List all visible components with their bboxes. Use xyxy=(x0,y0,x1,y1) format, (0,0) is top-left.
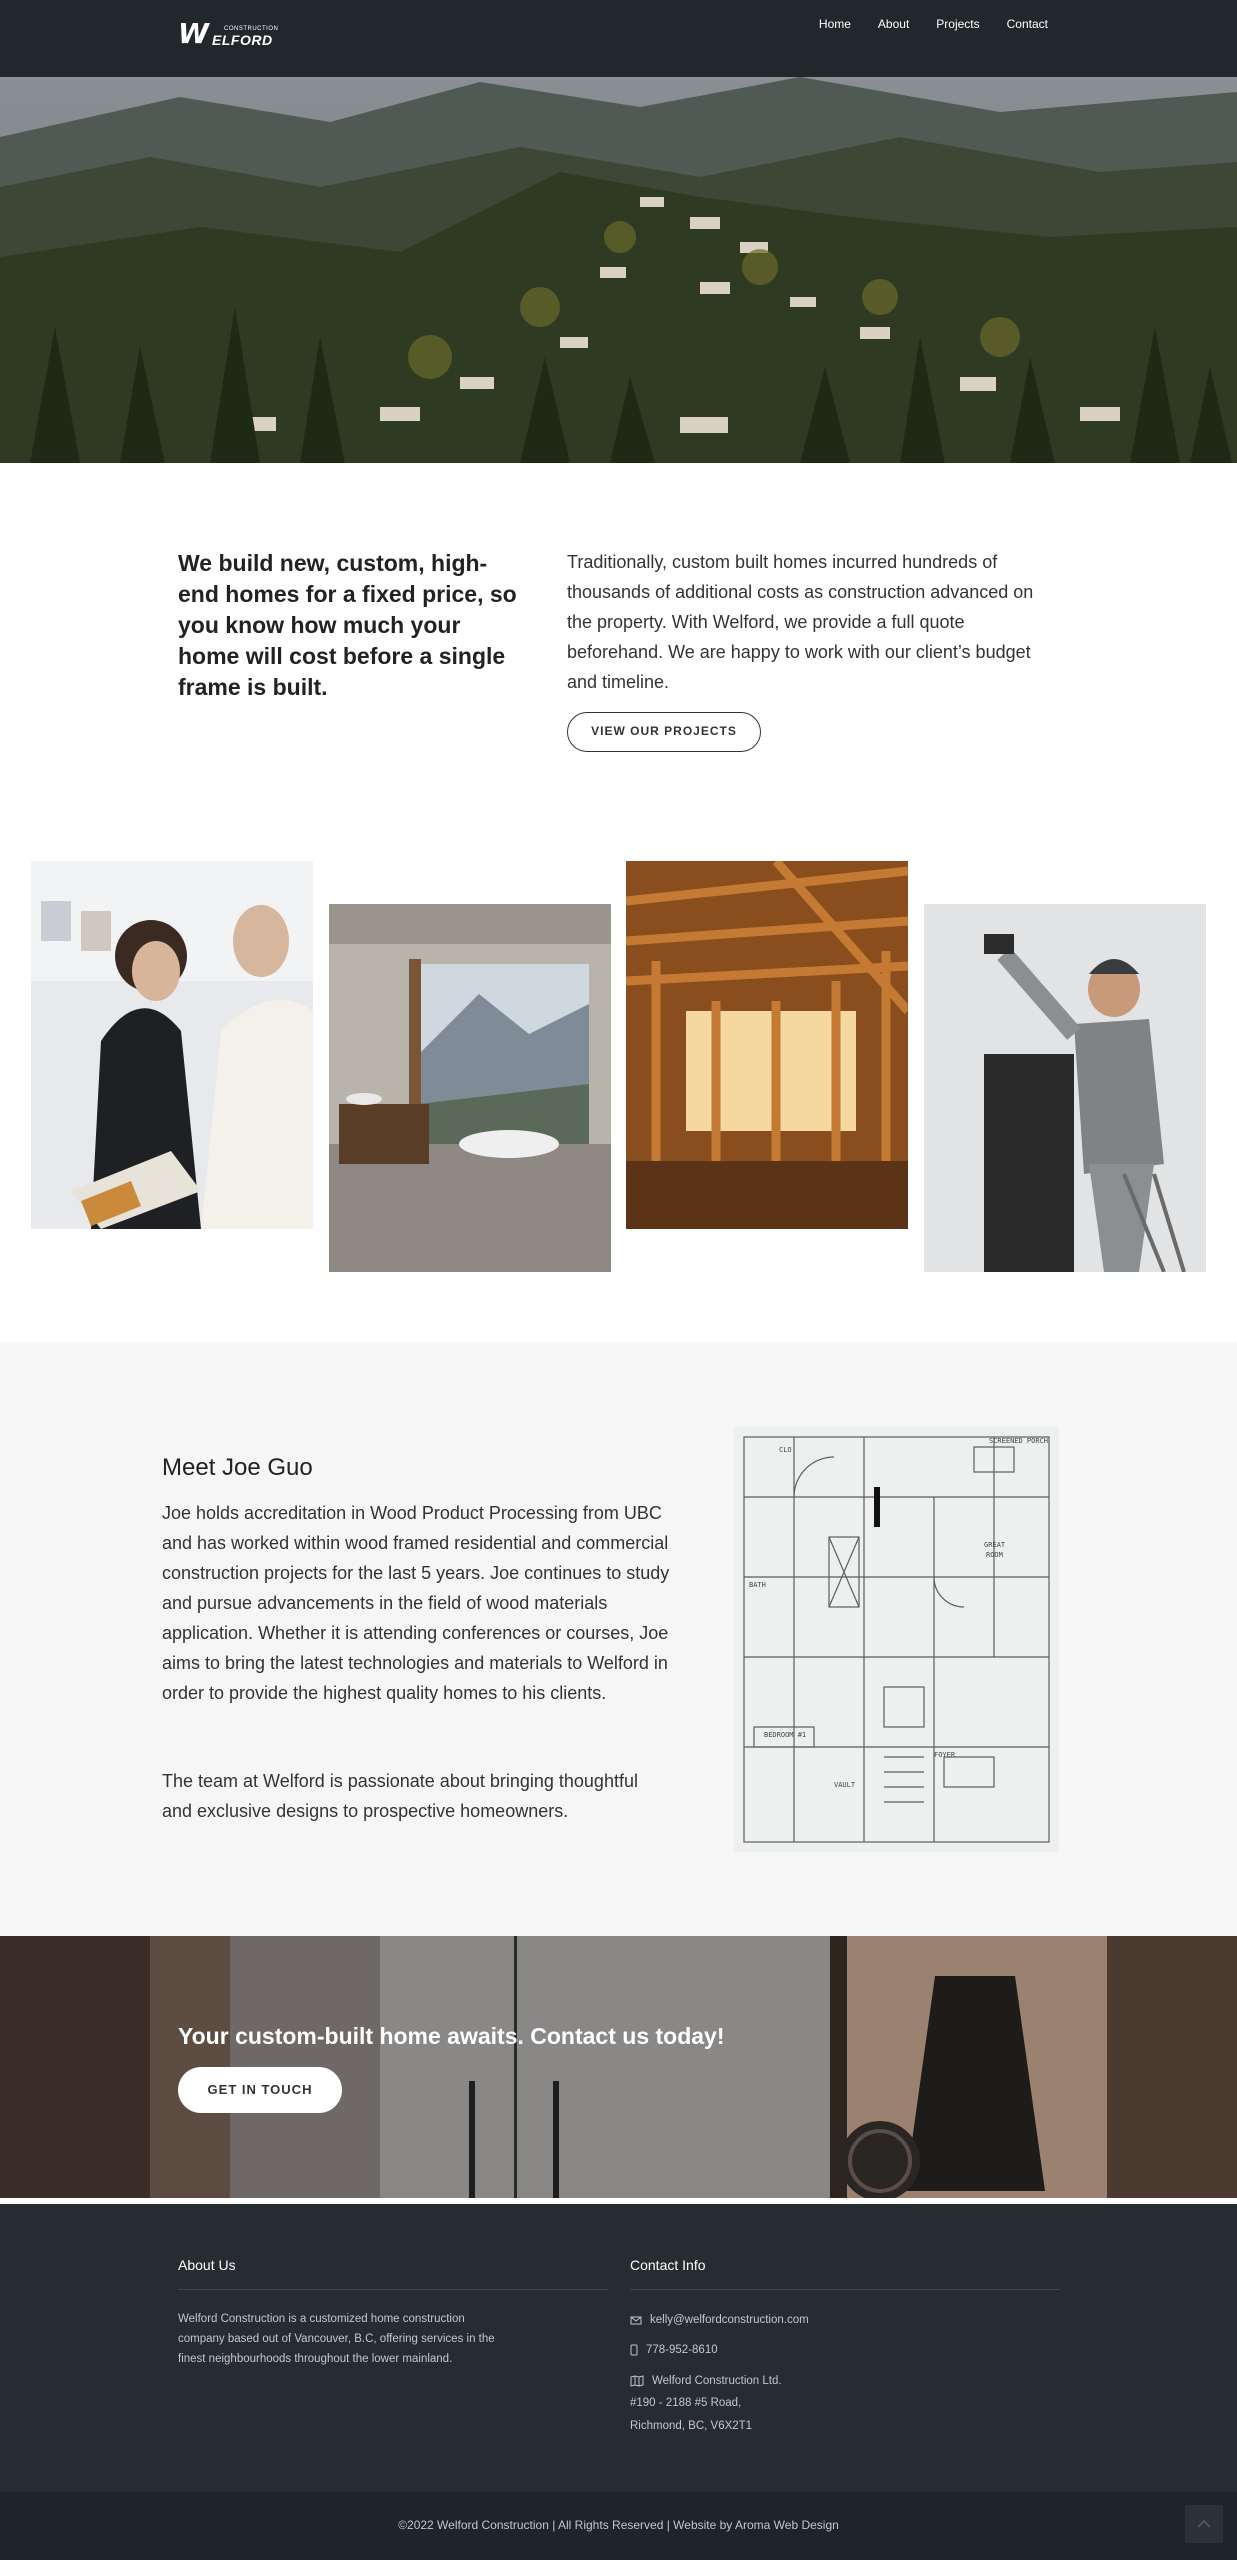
copyright-text: ©2022 Welford Construction | All Rights Reserved | Website by Aroma Web Design xyxy=(398,2518,839,2532)
nav-contact[interactable]: Contact xyxy=(1006,17,1048,31)
svg-text:BATH: BATH xyxy=(749,1581,766,1589)
about-paragraph-2: The team at Welford is passionate about bringing thoughtful and exclusive designs to prospective homeowners. xyxy=(162,1771,638,1821)
nav-home[interactable]: Home xyxy=(818,17,851,31)
blueprint-image xyxy=(734,1427,1059,1852)
nav-about[interactable]: About xyxy=(877,17,910,31)
contact-phone-row xyxy=(630,2340,718,2360)
photo-wood-framing xyxy=(626,861,908,1229)
svg-text:CLO: CLO xyxy=(779,1446,792,1454)
nav-projects[interactable]: Projects xyxy=(936,17,980,31)
main-nav xyxy=(819,14,1048,34)
footer-about-rule xyxy=(178,2289,608,2290)
logo-wordmark: ELFORD xyxy=(212,32,273,48)
contact-phone-link[interactable]: 778-952-8610 xyxy=(646,2344,718,2356)
get-in-touch-button[interactable]: GET IN TOUCH xyxy=(178,2067,342,2113)
cta-heading: Your custom-built home awaits. Contact us today! xyxy=(178,2023,725,2049)
photo-bathroom-view xyxy=(329,904,611,1272)
map-icon xyxy=(630,2375,644,2387)
footer-about-title: About Us xyxy=(178,2257,236,2273)
logo-letter: W xyxy=(178,17,208,50)
footer-about-text: Welford Construction is a customized home construction company based out of Vancouver, B.C, offering services in the finest neighbourhoods throughout the lower mainland. xyxy=(178,2313,495,2365)
cta-background xyxy=(0,1936,1237,2201)
logo-tagline: CONSTRUCTION xyxy=(224,26,279,32)
contact-address-line1: #190 - 2188 #5 Road, xyxy=(630,2397,742,2409)
back-to-top-button[interactable] xyxy=(1185,2505,1223,2543)
contact-company: Welford Construction Ltd. xyxy=(652,2375,782,2387)
chevron-up-icon xyxy=(1185,2505,1223,2543)
photo-designers-swatches xyxy=(31,861,313,1229)
envelope-icon xyxy=(630,2314,642,2326)
svg-text:GREAT: GREAT xyxy=(984,1541,1006,1549)
welford-logo[interactable] xyxy=(178,17,279,50)
about-title: Meet Joe Guo xyxy=(162,1454,313,1481)
intro-heading: We build new, custom, high-end homes for a fixed price, so you know how much your home will cost before a single frame is built. xyxy=(178,550,517,700)
svg-text:SCREENED PORCH: SCREENED PORCH xyxy=(989,1437,1049,1445)
photo-worker-ceiling xyxy=(924,904,1206,1272)
svg-text:BEDROOM #1: BEDROOM #1 xyxy=(764,1731,807,1739)
footer-contact-rule xyxy=(630,2289,1060,2290)
svg-text:FOYER: FOYER xyxy=(934,1751,956,1759)
footer-contact-title: Contact Info xyxy=(630,2257,706,2273)
contact-email-row xyxy=(630,2310,809,2330)
view-projects-button[interactable]: VIEW OUR PROJECTS xyxy=(567,712,761,752)
intro-text: Traditionally, custom built homes incurred hundreds of thousands of additional costs as construction advanced on the property. With Welford, we provide a full quote beforehand. We are happy to work with our client’s budget and timeline. xyxy=(567,552,1034,692)
contact-company-row xyxy=(630,2371,782,2391)
svg-text:ROOM: ROOM xyxy=(986,1551,1003,1559)
about-paragraph-1: Joe holds accreditation in Wood Product Processing from UBC and has worked within wood framed residential and commercial construction projects for the last 5 years. Joe continues to study and pursue advancements in the field of wood materials application. Whether it is attending conferences or courses, Joe aims to bring the latest technologies and materials to Welford in order to provide the highest quality homes to his clients. xyxy=(162,1503,670,1703)
hero-image xyxy=(0,77,1237,463)
contact-email-link[interactable]: kelly@welfordconstruction.com xyxy=(650,2314,809,2326)
site-header xyxy=(0,0,1237,77)
mobile-phone-icon xyxy=(630,2344,638,2356)
contact-address-line2: Richmond, BC, V6X2T1 xyxy=(630,2420,753,2432)
svg-text:VAULT: VAULT xyxy=(834,1781,856,1789)
